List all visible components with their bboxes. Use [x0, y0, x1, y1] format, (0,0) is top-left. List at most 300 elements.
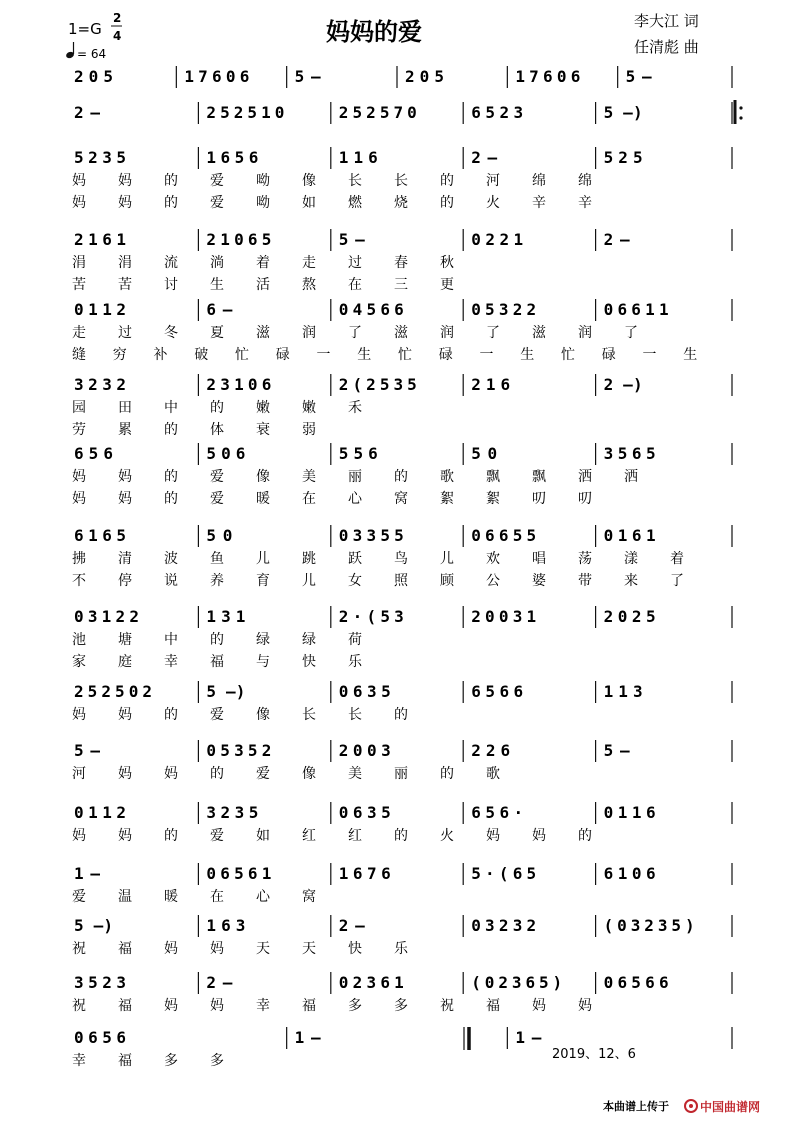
lyric-syllable: 的	[210, 766, 224, 782]
lyric-syllable: 苦	[72, 277, 86, 293]
lyric-syllable: 生	[357, 347, 372, 363]
lyric-syllable: 妈	[72, 195, 86, 211]
lyric-syllable: 不	[72, 573, 86, 589]
lyric-syllable: 妈	[118, 766, 132, 782]
measure: 5 –	[74, 741, 100, 760]
measure: 0 2 2 1	[471, 230, 524, 249]
lyric-syllable: 天	[302, 941, 316, 957]
lyric-syllable: 庭	[118, 654, 132, 670]
lyric-syllable: 心	[256, 889, 270, 905]
lyric-syllable: 洒	[624, 469, 638, 485]
lyric-syllable: 乐	[348, 654, 362, 670]
system-8	[72, 525, 732, 589]
measure: 1 –	[515, 1028, 542, 1047]
measure: 0 3 1 2 2	[74, 607, 139, 626]
lyric-syllable: 家	[72, 654, 86, 670]
measure: 6 5 6 6	[471, 682, 524, 701]
lyric-syllable: 福	[118, 941, 132, 957]
tempo-mark: = 64	[77, 47, 107, 61]
measure: 1 –	[294, 1028, 321, 1047]
lyric-syllable: 累	[118, 422, 132, 438]
lyric-syllable: 絮	[486, 491, 500, 507]
lyric-syllable: 流	[164, 255, 178, 271]
lyric-syllable: 火	[486, 195, 500, 211]
lyric-syllable: 劳	[72, 422, 86, 438]
footer	[603, 1099, 760, 1114]
lyric-syllable: 的	[394, 707, 408, 723]
lyric-syllable: 停	[118, 573, 132, 589]
lyric-syllable: 红	[302, 828, 316, 844]
lyric-syllable: 福	[118, 998, 132, 1014]
lyric-syllable: 暖	[164, 889, 178, 905]
lyric-syllable: 飘	[532, 469, 546, 485]
measure: 2 0 0 3	[338, 741, 391, 760]
lyric-syllable: 乐	[394, 941, 408, 957]
lyric-syllable: 洒	[578, 469, 592, 485]
lyric-syllable: 润	[578, 325, 592, 341]
lyric-syllable: 温	[118, 889, 132, 905]
key-signature: 1=G	[68, 20, 102, 38]
lyric-syllable: 天	[256, 941, 270, 957]
lyric-syllable: 如	[302, 195, 316, 211]
lyric-syllable: 的	[164, 707, 178, 723]
lyric-syllable: 三	[394, 277, 408, 293]
measure: 5 2 3 5	[74, 148, 126, 167]
lyric-syllable: 长	[348, 707, 362, 723]
measure: ( 0 3 2 3 5 )	[603, 916, 695, 935]
time-signature-top: 2	[113, 11, 122, 25]
measure: 5 –)	[603, 103, 643, 122]
system-4	[72, 229, 732, 293]
score-header	[65, 11, 699, 61]
measure: 2 · ( 5 3	[338, 607, 404, 626]
lyric-syllable: 多	[348, 998, 362, 1014]
measure: 2 –	[338, 916, 365, 935]
lyric-syllable: 涓	[72, 255, 86, 271]
lyric-syllable: 生	[210, 277, 224, 293]
measure: 5 0	[471, 444, 498, 463]
lyric-syllable: 婆	[532, 573, 546, 589]
lyric-syllable: 冬	[164, 325, 178, 341]
lyric-syllable: 的	[394, 469, 408, 485]
lyric-syllable: 妈	[118, 195, 132, 211]
lyric-syllable: 妈	[72, 469, 86, 485]
measure: 1 6 5 6	[206, 148, 259, 167]
lyric-syllable: 来	[624, 573, 638, 589]
lyric-syllable: 了	[670, 573, 684, 589]
lyric-syllable: 在	[348, 277, 362, 293]
measure: 0 1 1 2	[74, 300, 126, 319]
lyric-syllable: 河	[72, 766, 86, 782]
lyric-syllable: 一	[479, 347, 494, 363]
lyric-syllable: 着	[256, 255, 270, 271]
lyric-syllable: 妈	[118, 173, 132, 189]
lyric-syllable: 生	[520, 347, 535, 363]
lyric-syllable: 跃	[348, 551, 362, 567]
measure: 5 0 6	[206, 444, 246, 463]
measure: 5 5 6	[338, 444, 378, 463]
lyric-syllable: 过	[118, 325, 132, 341]
lyric-syllable: 缝	[72, 347, 86, 363]
lyric-syllable: 的	[394, 828, 408, 844]
lyric-syllable: 长	[394, 173, 408, 189]
lyric-syllable: 妈	[72, 173, 86, 189]
lyric-syllable: 育	[256, 573, 270, 589]
lyricist: 李大江 词	[634, 12, 699, 30]
lyric-syllable: 忙	[398, 347, 412, 363]
lyric-syllable: 在	[210, 889, 224, 905]
lyric-syllable: 碌	[601, 347, 616, 363]
measure: 0 3 3 5 5	[338, 526, 404, 545]
lyric-syllable: 秋	[440, 255, 454, 271]
lyric-syllable: 的	[210, 400, 224, 416]
lyric-syllable: 生	[683, 347, 698, 363]
lyric-syllable: 更	[440, 277, 454, 293]
lyric-syllable: 妈	[210, 998, 224, 1014]
measure: 0 1 6 1	[603, 526, 656, 545]
measure: 5 –)	[74, 916, 113, 935]
measure: 2 0 5	[405, 67, 444, 86]
lyric-syllable: 了	[624, 325, 638, 341]
lyric-syllable: 福	[302, 998, 316, 1014]
lyric-syllable: 体	[210, 422, 224, 438]
measure: 2 3 1 0 6	[206, 375, 272, 394]
lyric-syllable: 走	[72, 325, 86, 341]
date: 2019、12、6	[552, 1047, 636, 1062]
lyric-syllable: 的	[164, 195, 178, 211]
lyric-syllable: 幸	[164, 654, 178, 670]
measure: 2 0 2 5	[603, 607, 656, 626]
lyric-syllable: 园	[72, 400, 86, 416]
lyric-syllable: 妈	[164, 766, 178, 782]
lyric-syllable: 的	[440, 766, 454, 782]
lyric-syllable: 绵	[578, 173, 592, 189]
system-11	[72, 740, 732, 782]
lyric-syllable: 的	[164, 422, 178, 438]
lyric-syllable: 妈	[532, 998, 546, 1014]
measure: 1 –	[74, 864, 100, 883]
lyric-syllable: 河	[486, 173, 500, 189]
lyric-syllable: 照	[394, 573, 408, 589]
lyric-syllable: 的	[164, 491, 178, 507]
lyric-syllable: 像	[302, 173, 316, 189]
measure: 1 6 3	[206, 916, 246, 935]
lyric-syllable: 嫩	[256, 400, 270, 416]
lyric-syllable: 爱	[210, 707, 224, 723]
system-14	[72, 915, 732, 957]
lyric-syllable: 福	[210, 654, 224, 670]
measure: 0 5 3 5 2	[206, 741, 272, 760]
measure: 2 ( 2 5 3 5	[338, 375, 417, 394]
lyric-syllable: 破	[194, 347, 209, 363]
lyric-syllable: 熬	[302, 277, 316, 293]
lyric-syllable: 说	[164, 573, 178, 589]
lyric-syllable: 的	[440, 173, 454, 189]
lyric-syllable: 讨	[164, 277, 178, 293]
lyric-syllable: 爱	[72, 889, 86, 905]
measure: 0 6 5 6	[74, 1028, 126, 1047]
lyric-syllable: 穷	[112, 347, 127, 363]
system-3	[72, 147, 732, 211]
lyric-syllable: 一	[642, 347, 657, 363]
lyric-syllable: 池	[72, 632, 86, 648]
lyric-syllable: 着	[670, 551, 684, 567]
lyric-syllable: 多	[394, 998, 408, 1014]
lyric-syllable: 禾	[348, 400, 362, 416]
lyric-syllable: 歌	[440, 469, 454, 485]
lyric-syllable: 养	[210, 573, 224, 589]
measure: 2 5 2 5 7 0	[338, 103, 417, 122]
lyric-syllable: 心	[348, 491, 362, 507]
lyric-syllable: 窝	[302, 889, 316, 905]
lyric-syllable: 妈	[72, 828, 86, 844]
lyric-syllable: 女	[348, 573, 362, 589]
lyric-syllable: 滋	[256, 325, 270, 341]
lyric-syllable: 如	[256, 828, 270, 844]
measure: 1 7 6 0 6	[515, 67, 581, 86]
measure: 2 –	[206, 973, 233, 992]
measure: 2 1 0 6 5	[206, 230, 272, 249]
measure: 6 –	[206, 300, 233, 319]
measure: 2 –)	[603, 375, 643, 394]
system-15	[72, 972, 732, 1014]
lyric-syllable: 绵	[532, 173, 546, 189]
measure: 5 2 5	[603, 148, 643, 167]
measure: 5 –	[603, 741, 630, 760]
system-13	[72, 863, 732, 905]
lyric-syllable: 燃	[348, 195, 362, 211]
system-2	[74, 102, 732, 124]
lyric-syllable: 祝	[72, 941, 86, 957]
measure: 0 6 5 6 1	[206, 864, 272, 883]
measure: 5 –	[625, 67, 652, 86]
lyric-syllable: 飘	[486, 469, 500, 485]
lyric-syllable: 润	[440, 325, 454, 341]
lyric-syllable: 一	[316, 347, 331, 363]
lyric-syllable: 拂	[72, 551, 86, 567]
measure: 3 5 6 5	[603, 444, 656, 463]
lyric-syllable: 絮	[440, 491, 454, 507]
measure: 5 –	[338, 230, 365, 249]
lyric-syllable: 幸	[72, 1053, 86, 1069]
measure: 2 0 0 3 1	[471, 607, 537, 626]
lyric-syllable: 的	[164, 173, 178, 189]
lyric-syllable: 福	[486, 998, 500, 1014]
measure: 0 5 3 2 2	[471, 300, 537, 319]
lyric-syllable: 田	[118, 400, 132, 416]
measure: 0 1 1 2	[74, 803, 126, 822]
lyric-syllable: 带	[578, 573, 592, 589]
lyric-syllable: 碌	[275, 347, 290, 363]
measure: 5 –)	[206, 682, 246, 701]
lyric-syllable: 补	[153, 347, 168, 363]
lyric-syllable: 弱	[302, 422, 316, 438]
lyric-syllable: 妈	[118, 491, 132, 507]
lyric-syllable: 妈	[72, 707, 86, 723]
measure: 5 0	[206, 526, 233, 545]
lyric-syllable: 公	[486, 573, 500, 589]
measure: 5 –	[294, 67, 321, 86]
measure: 2 –	[74, 103, 100, 122]
lyric-syllable: 绿	[256, 632, 270, 648]
lyric-syllable: 呦	[256, 195, 270, 211]
lyric-syllable: 爱	[256, 766, 270, 782]
lyric-syllable: 妈	[118, 707, 132, 723]
lyric-syllable: 呦	[256, 173, 270, 189]
lyric-syllable: 碌	[438, 347, 453, 363]
lyric-syllable: 妈	[72, 491, 86, 507]
measure: 5 · ( 6 5	[471, 864, 537, 883]
lyric-syllable: 活	[256, 277, 270, 293]
lyric-syllable: 妈	[164, 941, 178, 957]
lyric-syllable: 辛	[532, 195, 546, 211]
measure: 6 1 0 6	[603, 864, 656, 883]
lyric-syllable: 妈	[486, 828, 500, 844]
lyric-syllable: 衰	[256, 422, 270, 438]
lyric-syllable: 的	[440, 195, 454, 211]
system-5	[72, 299, 732, 363]
lyric-syllable: 中	[164, 632, 178, 648]
lyric-syllable: 辛	[578, 195, 592, 211]
repeat-sign	[735, 100, 743, 124]
lyric-syllable: 丽	[348, 469, 362, 485]
lyric-syllable: 荷	[348, 632, 362, 648]
measure: 2 –	[471, 148, 498, 167]
measure: 3 5 2 3	[74, 973, 126, 992]
system-7	[72, 443, 732, 507]
lyric-syllable: 多	[210, 1053, 224, 1069]
lyric-syllable: 妈	[532, 828, 546, 844]
lyric-syllable: 儿	[440, 551, 454, 567]
measure: 6 5 2 3	[471, 103, 524, 122]
lyric-syllable: 丽	[394, 766, 408, 782]
measure: 0 6 3 5	[338, 803, 391, 822]
lyric-syllable: 爱	[210, 173, 224, 189]
system-10	[72, 681, 732, 723]
measure: 2 0 5	[74, 67, 113, 86]
lyric-syllable: 窝	[394, 491, 408, 507]
lyric-syllable: 鸟	[394, 551, 408, 567]
lyric-syllable: 漾	[624, 551, 638, 567]
lyric-syllable: 祝	[440, 998, 454, 1014]
lyric-syllable: 像	[256, 469, 270, 485]
measure: 2 5 2 5 1 0	[206, 103, 285, 122]
measure: 0 3 2 3 2	[471, 916, 537, 935]
lyric-syllable: 波	[164, 551, 178, 567]
lyric-syllable: 的	[164, 469, 178, 485]
lyric-syllable: 妈	[578, 998, 592, 1014]
lyric-syllable: 快	[302, 654, 316, 670]
lyric-syllable: 滋	[394, 325, 408, 341]
quarter-note-icon	[65, 42, 75, 59]
lyric-syllable: 了	[486, 325, 500, 341]
lyric-syllable: 鱼	[210, 551, 224, 567]
measure: 2 –	[603, 230, 630, 249]
measure: 0 6 3 5	[338, 682, 391, 701]
score-body	[72, 66, 743, 1069]
lyric-syllable: 妈	[210, 941, 224, 957]
lyric-syllable: 了	[348, 325, 362, 341]
measure: 1 1 3	[603, 682, 643, 701]
lyric-syllable: 红	[348, 828, 362, 844]
lyric-syllable: 爱	[210, 469, 224, 485]
lyric-syllable: 的	[210, 632, 224, 648]
lyric-syllable: 荡	[578, 551, 592, 567]
final-barline	[464, 1027, 469, 1050]
lyric-syllable: 妈	[164, 998, 178, 1014]
lyric-syllable: 像	[256, 707, 270, 723]
upload-text: 本曲谱上传于	[603, 1100, 669, 1113]
lyric-syllable: 像	[302, 766, 316, 782]
lyric-syllable: 的	[164, 828, 178, 844]
system-6	[72, 374, 732, 438]
measure: 0 6 5 6 6	[603, 973, 669, 992]
lyric-syllable: 顾	[440, 573, 454, 589]
system-9	[72, 606, 732, 670]
lyric-syllable: 妈	[118, 828, 132, 844]
lyric-syllable: 走	[302, 255, 316, 271]
lyric-syllable: 春	[394, 255, 408, 271]
lyric-syllable: 过	[348, 255, 362, 271]
composer: 任清彪 曲	[634, 38, 699, 56]
lyric-syllable: 长	[348, 173, 362, 189]
lyric-syllable: 叨	[532, 491, 546, 507]
measure: 0 1 1 6	[603, 803, 656, 822]
measure: 3 2 3 5	[206, 803, 259, 822]
lyric-syllable: 火	[440, 828, 454, 844]
measure: 1 6 7 6	[338, 864, 391, 883]
lyric-syllable: 塘	[118, 632, 132, 648]
lyric-syllable: 儿	[302, 573, 316, 589]
measure: 3 2 3 2	[74, 375, 126, 394]
lyric-syllable: 在	[302, 491, 316, 507]
measure: 6 1 6 5	[74, 526, 126, 545]
measure: 1 7 6 0 6	[184, 67, 250, 86]
measure: 2 5 2 5 0 2	[74, 682, 152, 701]
lyric-syllable: 嫩	[302, 400, 316, 416]
lyric-syllable: 润	[302, 325, 316, 341]
lyric-syllable: 儿	[256, 551, 270, 567]
measure: 1 3 1	[206, 607, 246, 626]
measure: 6 5 6	[74, 444, 113, 463]
measure: 0 6 6 5 5	[471, 526, 537, 545]
lyric-syllable: 美	[348, 766, 362, 782]
measure: 0 2 3 6 1	[338, 973, 404, 992]
lyric-syllable: 忙	[561, 347, 575, 363]
system-12	[72, 802, 732, 844]
lyric-syllable: 清	[118, 551, 132, 567]
lyric-syllable: 滋	[532, 325, 546, 341]
lyric-syllable: 欢	[486, 551, 500, 567]
lyric-syllable: 与	[256, 654, 270, 670]
measure: ( 0 2 3 6 5 )	[471, 973, 563, 992]
lyric-syllable: 绿	[302, 632, 316, 648]
logo-icon	[685, 1100, 697, 1112]
lyric-syllable: 美	[302, 469, 316, 485]
lyric-syllable: 暖	[256, 491, 270, 507]
time-signature-bottom: 4	[113, 29, 122, 43]
lyric-syllable: 福	[118, 1053, 132, 1069]
lyric-syllable: 苦	[118, 277, 132, 293]
measure: 0 6 6 1 1	[603, 300, 669, 319]
measure: 2 1 6	[471, 375, 511, 394]
lyric-syllable: 涓	[118, 255, 132, 271]
measure: 2 1 6 1	[74, 230, 126, 249]
lyric-syllable: 爱	[210, 195, 224, 211]
lyric-syllable: 爱	[210, 828, 224, 844]
lyric-syllable: 爱	[210, 491, 224, 507]
lyric-syllable: 妈	[118, 469, 132, 485]
